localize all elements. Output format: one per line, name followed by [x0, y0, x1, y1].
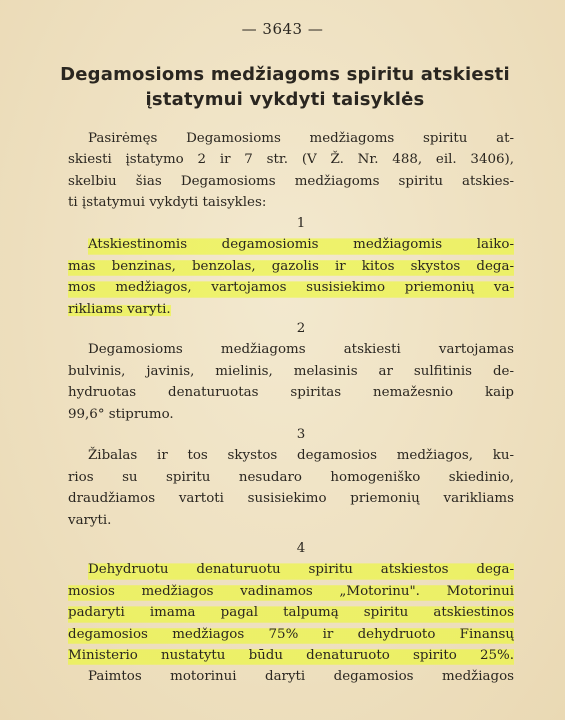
text-line: mosios medžiagos vadinamos „Motorinu". Motorinui	[68, 581, 514, 602]
text-line: Pasirėmęs Degamosioms medžiagoms spiritu at-	[88, 131, 514, 146]
text-line: Žibalas ir tos skystos degamosios medžiagos, ku-	[88, 448, 514, 464]
section-3	[68, 424, 514, 531]
section-2	[68, 318, 514, 425]
section-number: 3	[296, 427, 306, 442]
title-line: įstatymui vykdyti taisyklės	[145, 89, 425, 110]
section-number: 1	[296, 216, 306, 231]
text-line: Atskiestinomis degamosiomis medžiagomis laiko-	[88, 234, 514, 255]
document-title	[40, 62, 530, 112]
intro-paragraph	[68, 128, 514, 214]
text-line: Paimtos motorinui daryti degamosios medžiagos	[88, 669, 514, 685]
text-line: Dehydruotu denaturuotu spiritu atskiestos dega-	[88, 559, 514, 580]
text-line: Degamosioms medžiagoms atskiesti vartojamas	[88, 342, 514, 358]
text-line: draudžiamos vartoti susisiekimo priemonių varikliams	[68, 491, 514, 507]
text-line: skiesti įstatymo 2 ir 7 str. (V Ž. Nr. 488, eil. 3406),	[68, 152, 514, 168]
title-line: Degamosioms medžiagoms spiritu atskiesti	[60, 64, 510, 85]
text-line: bulvinis, javinis, mielinis, melasinis ar sulfitinis de-	[68, 363, 514, 379]
text-line: 99,6° stiprumo.	[68, 406, 174, 422]
section-4	[68, 538, 514, 688]
section-number: 2	[296, 321, 306, 336]
text-line: padaryti imama pagal talpumą spiritu atskiestinos	[68, 602, 514, 623]
text-line: Ministerio nustatytu būdu denaturuoto spirito 25%.	[68, 645, 514, 666]
text-line: varyti.	[68, 512, 112, 528]
text-line: mos medžiagos, vartojamos susisiekimo priemonių va-	[68, 277, 514, 298]
text-line: degamosios medžiagos 75% ir dehydruoto Finansų	[68, 624, 514, 645]
section-1	[68, 213, 514, 320]
section-number: 4	[296, 541, 306, 556]
text-line: rikliams varyti.	[68, 301, 171, 317]
text-line: skelbiu šias Degamosioms medžiagoms spiritu atskies-	[68, 173, 514, 189]
text-line: mas benzinas, benzolas, gazolis ir kitos skystos dega-	[68, 256, 514, 277]
page-number: — 3643 —	[241, 20, 324, 38]
text-line: ti įstatymui vykdyti taisykles:	[68, 195, 267, 211]
text-line: rios su spiritu nesudaro homogeniško skiedinio,	[68, 469, 514, 485]
text-line: hydruotas denaturuotas spiritas nemažesnio kaip	[68, 385, 514, 401]
